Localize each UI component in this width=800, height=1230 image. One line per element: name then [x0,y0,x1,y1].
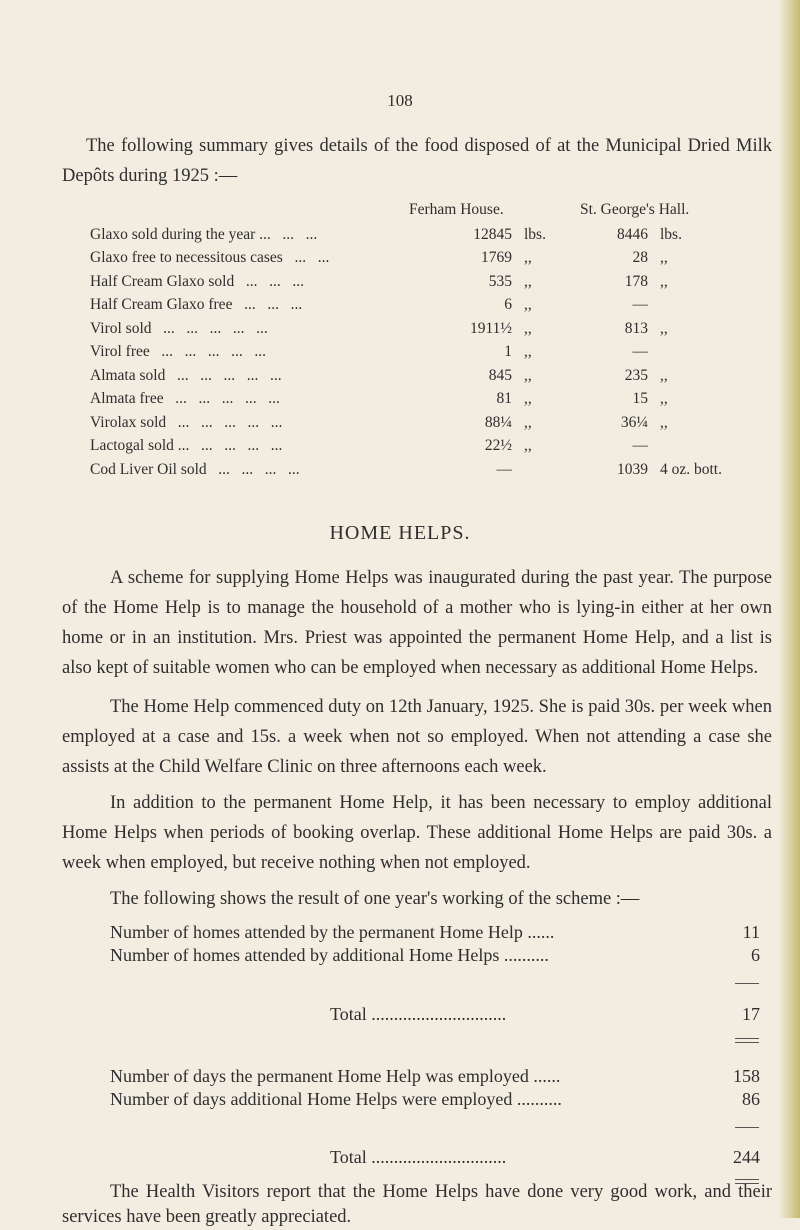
ferham-value: 22½ [484,437,512,455]
ferham-value: 81 [496,390,512,408]
george-unit: ,, [660,390,668,408]
item-label: Lactogal sold ... ... ... ... ... [90,437,283,455]
ferham-unit: ,, [524,366,532,384]
george-unit: ,, [660,366,668,384]
george-value: — [632,437,648,455]
item-label: Glaxo free to necessitous cases ... ... [90,249,330,267]
table-row [90,270,770,294]
ferham-unit: ,, [524,296,532,314]
ferham-unit: ,, [524,437,532,455]
table-row [90,341,770,365]
total-label: Total .............................. [330,1004,507,1024]
george-value: 235 [624,366,648,384]
george-unit: lbs. [660,225,682,243]
section-title: HOME HELPS. [329,522,471,544]
days-value: 86 [742,1089,760,1109]
days-list [110,1065,760,1111]
item-label: Cod Liver Oil sold ... ... ... ... [90,460,300,478]
george-unit: 4 oz. bott. [660,460,722,478]
item-label: Virolax sold ... ... ... ... ... [90,413,283,431]
george-value: — [632,296,648,314]
total-value: 17 [742,1004,760,1024]
table-row [90,223,770,247]
total-value: 244 [733,1147,760,1167]
ferham-unit: lbs. [524,225,546,243]
paragraph: In addition to the permanent Home Help, it has been necessary to employ additional Home Helps when periods of booking overlap. These additional Home Helps are paid 30s. a week when employed, but receive nothing when not employed. [62,793,772,873]
rule [735,1038,759,1039]
ferham-unit: ,, [524,343,532,361]
food-table [90,197,770,482]
table-row [90,458,770,482]
table-row [90,411,770,435]
ferham-unit: ,, [524,390,532,408]
days-value: 158 [733,1066,760,1086]
george-unit: ,, [660,249,668,267]
homes-list [110,921,760,967]
table-row [90,435,770,459]
ferham-value: 12845 [473,225,512,243]
george-value: 15 [632,390,648,408]
george-unit: ,, [660,319,668,337]
ferham-value: 535 [488,272,512,290]
item-label: Virol sold ... ... ... ... ... [90,319,268,337]
homes-value: 6 [751,945,760,965]
header-george: St. George's Hall. [580,201,690,218]
ferham-value: 1769 [481,249,512,267]
george-value: 28 [632,249,648,267]
paragraph: A scheme for supplying Home Helps was inaugurated during the past year. The purpose of the Home Help is to manage the household of a mother who is lying-in either at her own home or in an institution. Mrs. Priest was appointed the permanent Home Help, and a list is also kept of suitable women who can be employed when necessary as additional Home Helps. [62,568,772,678]
george-value: 813 [624,319,648,337]
george-value: — [632,343,648,361]
ferham-value: 1 [504,343,512,361]
rule [735,1042,759,1043]
item-label: Glaxo sold during the year ... ... ... [90,225,318,243]
item-label: Virol free ... ... ... ... ... [90,343,266,361]
item-label: Half Cream Glaxo sold ... ... ... [90,272,304,290]
item-label: Almata sold ... ... ... ... ... [90,366,282,384]
table-header [90,197,770,223]
george-value: 8446 [617,225,648,243]
item-label: Half Cream Glaxo free ... ... ... [90,296,303,314]
days-label: Number of days additional Home Helps were employed .......... [110,1089,562,1109]
table-row [90,317,770,341]
homes-value: 11 [742,922,760,942]
table-row [90,294,770,318]
george-unit: ,, [660,272,668,290]
ferham-unit: ,, [524,413,532,431]
table-row [90,247,770,271]
george-value: 36¼ [620,413,648,431]
days-total [330,1146,760,1169]
ferham-unit: ,, [524,272,532,290]
intro-paragraph: The following summary gives details of the food disposed of at the Municipal Dried Milk Depôts during 1925 :— [62,136,772,186]
ferham-value: 88¼ [484,413,512,431]
table-row [90,364,770,388]
paragraph: The Home Help commenced duty on 12th January, 1925. She is paid 30s. per week when employed at a case and 15s. a week when not so employed. When not attending a case she assists at the Child Welfare Clinic on three afternoons each week. [62,697,772,777]
days-label: Number of days the permanent Home Help was employed ...... [110,1066,561,1086]
paragraph: The following shows the result of one year's working of the scheme :— [110,889,640,909]
ferham-unit: ,, [524,249,532,267]
ferham-value: 6 [504,296,512,314]
homes-label: Number of homes attended by additional Home Helps .......... [110,945,549,965]
george-unit: ,, [660,413,668,431]
total-label: Total .............................. [330,1147,507,1167]
homes-total [330,1003,760,1026]
homes-label: Number of homes attended by the permanent Home Help ...... [110,922,555,942]
page-number: 108 [387,91,413,110]
ferham-value: — [496,460,512,478]
page-edge [778,0,800,1218]
ferham-value: 845 [488,366,512,384]
ferham-unit: ,, [524,319,532,337]
item-label: Almata free ... ... ... ... ... [90,390,280,408]
header-ferham: Ferham House. [409,201,504,218]
closing-paragraph: The Health Visitors report that the Home Helps have done very good work, and their services have been greatly appreciated. [62,1182,772,1227]
table-row [90,388,770,412]
rule [735,1127,759,1128]
rule [735,983,759,984]
ferham-value: 1911½ [469,319,512,337]
george-value: 1039 [617,460,648,478]
george-value: 178 [624,272,648,290]
